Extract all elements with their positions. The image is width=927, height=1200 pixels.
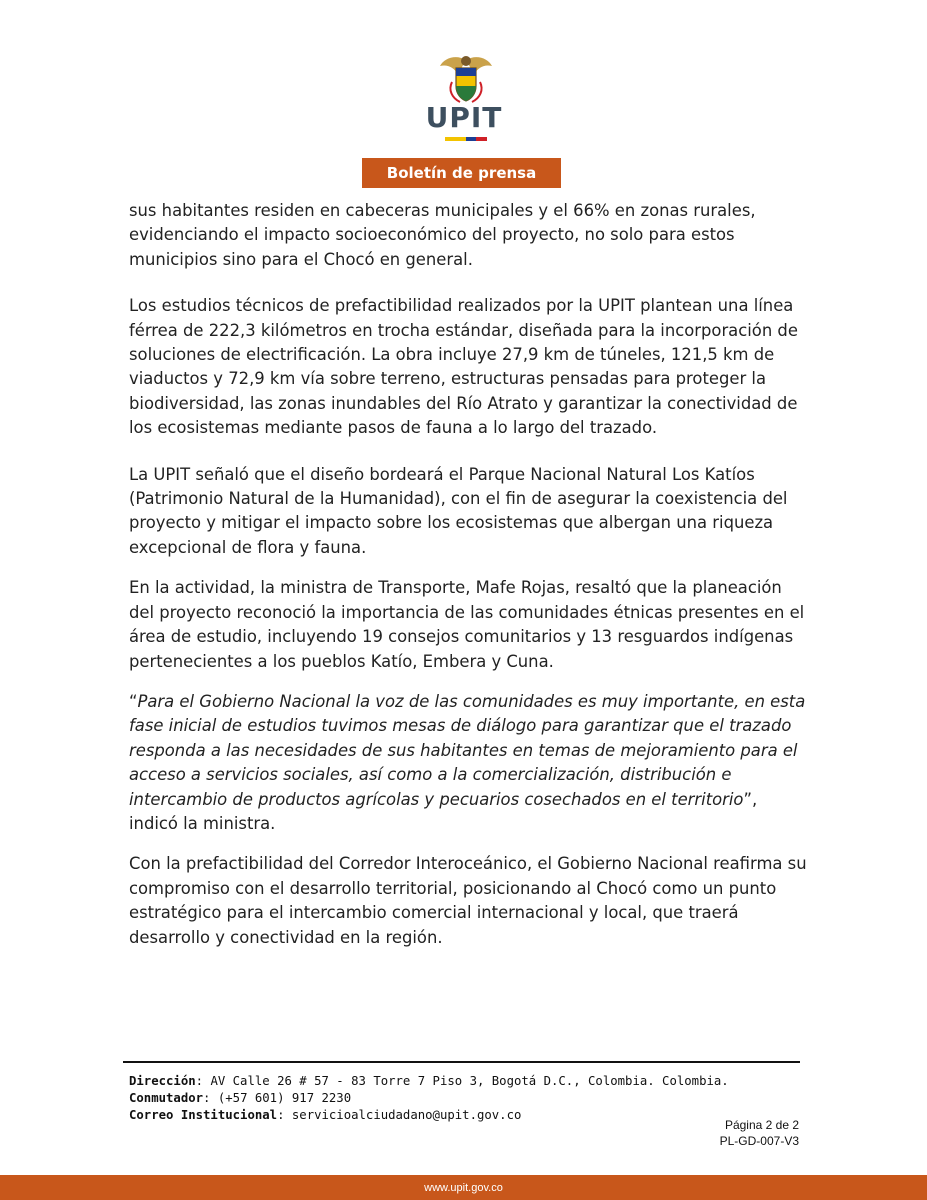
- upit-logo-text: UPIT: [425, 101, 503, 134]
- article-body: [129, 199, 809, 966]
- address-value: : AV Calle 26 # 57 - 83 Torre 7 Piso 3, Bogotá D.C., Colombia. Colombia.: [195, 1074, 729, 1088]
- footer-divider: [123, 1061, 800, 1063]
- quote-attribution: ”, indicó la ministra.: [129, 789, 758, 833]
- address-row: [129, 1073, 769, 1090]
- website-link[interactable]: www.upit.gov.co: [424, 1181, 503, 1194]
- flag-red: [476, 137, 487, 141]
- contact-info: [129, 1073, 769, 1124]
- phone-label: Conmutador: [129, 1091, 204, 1105]
- paragraph-4: En la actividad, la ministra de Transporte, Mafe Rojas, resaltó que la planeación del proyecto reconoció la importancia de las comunidades étnicas presentes en el área de estudio, incluyendo 19 consejos comunitarios y 13 resguardos indígenas pertenecientes a los pueblos Katío, Embera y Cuna.: [129, 578, 805, 671]
- address-label: Dirección: [129, 1074, 196, 1088]
- phone-value: : (+57 601) 917 2230: [203, 1091, 352, 1105]
- flag-blue: [466, 137, 476, 141]
- press-release-badge: [362, 158, 561, 188]
- quote-open-mark: “: [129, 691, 138, 711]
- coat-of-arms-icon: [438, 52, 494, 104]
- document-code: PL-GD-007-V3: [719, 1134, 799, 1148]
- colombia-flag-stripe: [445, 137, 487, 141]
- paragraph-2: Los estudios técnicos de prefactibilidad realizados por la UPIT plantean una línea férrea de 222,3 kilómetros en trocha estándar, diseñada para la incorporación de soluciones de electrificación. La obra incluye 27,9 km de túneles, 121,5 km de viaductos y 72,9 km vía sobre terreno, estructuras pensadas para proteger la biodiversidad, las zonas inundables del Río Atrato y garantizar la conectividad de los ecosistemas mediante pasos de fauna a lo largo del trazado.: [129, 296, 798, 438]
- paragraph-3: La UPIT señaló que el diseño bordeará el Parque Nacional Natural Los Katíos (Patrimonio Natural de la Humanidad), con el fin de asegurar la coexistencia del proyecto y mitigar el impacto sobre los ecosistemas que albergan una riqueza excepcional de flora y fauna.: [129, 464, 788, 557]
- email-row: [129, 1107, 769, 1124]
- page-info: [720, 1117, 799, 1149]
- page-number: Página 2 de 2: [724, 1118, 799, 1132]
- phone-row: [129, 1090, 769, 1107]
- paragraph-1: sus habitantes residen en cabeceras municipales y el 66% en zonas rurales, evidenciando el impacto socioeconómico del proyecto, no solo para estos municipios sino para el Chocó en general.: [129, 201, 756, 269]
- email-value: : servicioalciudadano@upit.gov.co: [277, 1108, 522, 1122]
- page-header: [0, 0, 927, 190]
- paragraph-6: Con la prefactibilidad del Corredor Interoceánico, el Gobierno Nacional reafirma su compromiso con el desarrollo territorial, posicionando al Chocó como un punto estratégico para el intercambio comercial internacional y local, que traerá desarrollo y conectividad en la región.: [129, 854, 807, 947]
- badge-label: Boletín de prensa: [386, 164, 537, 182]
- quote-paragraph: [129, 690, 809, 836]
- footer-bar: [0, 1175, 927, 1200]
- quote-text: Para el Gobierno Nacional la voz de las comunidades es muy importante, en esta fase inicial de estudios tuvimos mesas de diálogo para garantizar que el trazado responda a las necesidades de sus habitantes en temas de mejoramiento para el acceso a servicios sociales, así como a la comercialización, distribución e intercambio de productos agrícolas y pecuarios cosechados en el territorio: [129, 691, 806, 809]
- flag-yellow: [445, 137, 466, 141]
- email-label: Correo Institucional: [129, 1108, 278, 1122]
